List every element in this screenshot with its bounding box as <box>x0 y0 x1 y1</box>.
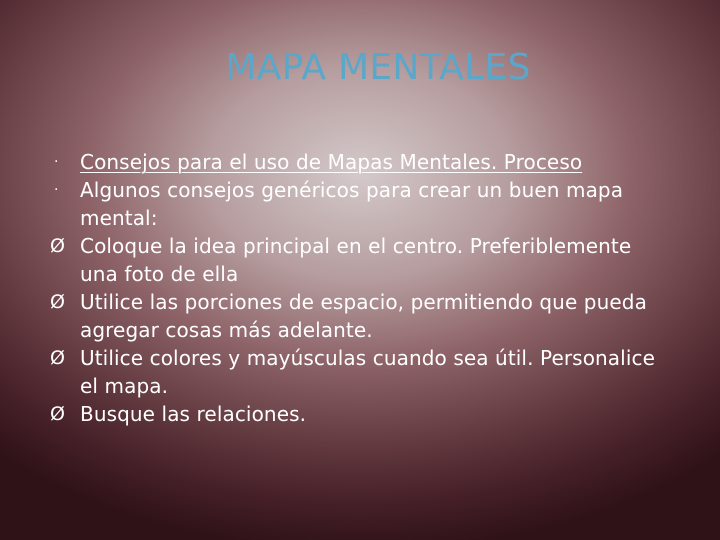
bullet-text: Utilice las porciones de espacio, permitiendo que pueda agregar cosas más adelante. <box>80 290 647 342</box>
dot-bullet-icon: · <box>54 182 59 198</box>
bullet-item-busque <box>50 400 670 428</box>
slide-title: MAPA MENTALES <box>225 47 531 88</box>
bullet-item-algunos <box>50 176 670 232</box>
arrow-bullet-icon: Ø <box>50 403 66 425</box>
bullet-text: Algunos consejos genéricos para crear un buen mapa mental: <box>80 178 624 230</box>
bullet-list <box>50 148 670 428</box>
bullet-text: Busque las relaciones. <box>80 402 307 426</box>
arrow-bullet-icon: Ø <box>50 347 66 369</box>
arrow-bullet-icon: Ø <box>50 235 66 257</box>
bullet-text: Utilice colores y mayúsculas cuando sea útil. Personalice el mapa. <box>80 346 655 398</box>
bullet-item-utilice-colores <box>50 344 670 400</box>
bullet-text: Coloque la idea principal en el centro. Preferiblemente una foto de ella <box>80 234 632 286</box>
consejos-link[interactable]: Consejos para el uso de Mapas Mentales. Proceso <box>80 150 583 174</box>
dot-bullet-icon: · <box>54 154 59 170</box>
bullet-item-utilice-espacio <box>50 288 670 344</box>
arrow-bullet-icon: Ø <box>50 291 66 313</box>
bullet-item-coloque <box>50 232 670 288</box>
bullet-item-consejos <box>50 148 670 176</box>
